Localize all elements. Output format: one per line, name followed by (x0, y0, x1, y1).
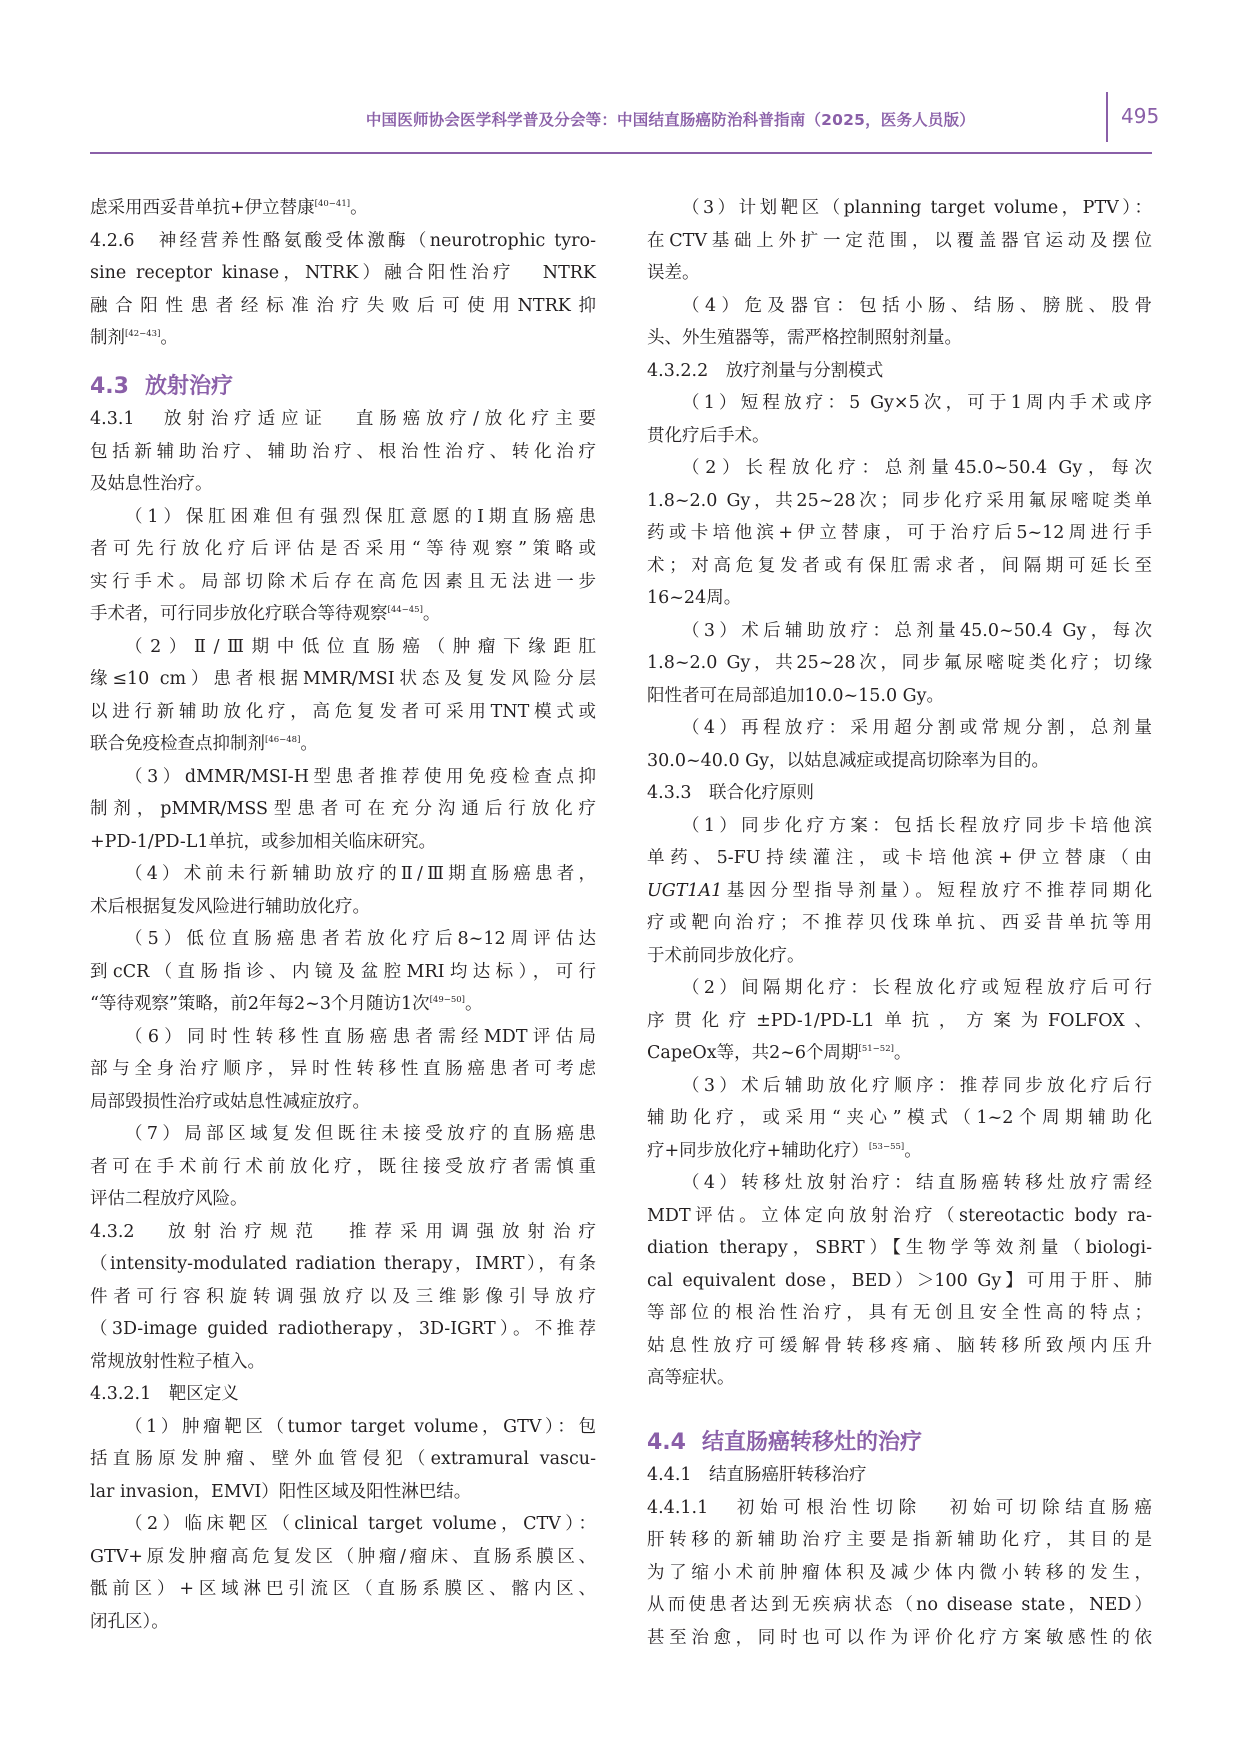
section-number: 4.4 (647, 1429, 686, 1455)
subsection-heading: 4.4.1.1 初始可根治性切除 (647, 1497, 922, 1518)
text-line: 16~24周。 (647, 588, 742, 608)
text-line: 高等症状。 (647, 1368, 735, 1388)
section-heading-4-4 (647, 1427, 1152, 1460)
section-number: 4.2.6 (90, 230, 135, 251)
dose-4 (647, 712, 1152, 777)
text-line (647, 1135, 1152, 1168)
section-4-4-1 (647, 1459, 1152, 1492)
text-line (647, 875, 1152, 908)
citation[interactable]: [42−43] (125, 329, 161, 340)
text-line: （4）转移灶放射治疗：结直肠癌转移灶放疗需经 (682, 1173, 1152, 1193)
text-line: （2）Ⅱ/Ⅲ期中低位直肠癌（肿瘤下缘距肛 (125, 636, 596, 657)
text-line: 辅助化疗，或采用“夹心”模式（1~2个周期辅助化 (647, 1108, 1152, 1128)
text-line: （2）临床靶区（clinical target volume，CTV）： (125, 1514, 596, 1534)
running-title: 中国医师协会医学科学普及分会等：中国结直肠癌防治科普指南（2025，医务人员版） (365, 111, 975, 129)
text-span: CapeOx等，共2~6个周期 (647, 1043, 859, 1063)
text-line: （1）保肛困难但有强烈保肛意愿的Ⅰ期直肠癌患 (125, 506, 596, 527)
text-line: 术后根据复发风险进行辅助放化疗。 (90, 896, 370, 917)
target-2 (90, 1508, 596, 1638)
text-span: 疗+同步放化疗+辅助化疗） (647, 1140, 869, 1161)
text-line (647, 1492, 1152, 1525)
citation[interactable]: [46−48] (265, 735, 301, 746)
subsection-heading: 4.3.2.2 放疗剂量与分割模式 (647, 360, 884, 381)
page-number: 495 (1121, 104, 1160, 128)
text-span: 。 (893, 1043, 912, 1063)
header-rule (90, 152, 1152, 154)
text-line: 等部位的根治性治疗，具有无创且安全性高的特点； (647, 1303, 1152, 1323)
text-span: 联合免疫检查点抑制剂 (90, 734, 265, 754)
gene-name: UGT1A1 (647, 880, 723, 901)
text-line: 从而使患者达到无疾病状态（no disease state，NED） (647, 1595, 1152, 1615)
text-span: 手术者，可行同步放化疗联合等待观察 (90, 604, 388, 624)
citation[interactable]: [44−45] (387, 605, 423, 616)
text-line: +PD-1/PD-L1单抗，或参加相关临床研究。 (90, 831, 437, 852)
right-column (647, 192, 1152, 1654)
citation[interactable]: [51−52] (858, 1044, 894, 1055)
text-line: 甚至治愈，同时也可以作为评价化疗方案敏感性的依 (647, 1627, 1152, 1648)
subsection-heading: 4.3.1 放射治疗适应证 (90, 409, 328, 429)
target-4 (647, 290, 1152, 355)
dose-1 (647, 387, 1152, 452)
text-span: 推荐采用调强放射治疗 (349, 1221, 596, 1242)
text-line: diation therapy，SBRT）【生物学等效剂量（biologi- (647, 1238, 1152, 1258)
text-line: 骶前区）+区域淋巴引流区（直肠系膜区、髂内区、 (90, 1579, 596, 1599)
left-column (90, 192, 596, 1638)
item-2 (90, 631, 596, 761)
section-number: 4.3 (90, 373, 129, 399)
text-line: 30.0~40.0 Gy，以姑息减症或提高切除率为目的。 (647, 750, 1050, 771)
text-line (90, 322, 596, 355)
text-line: 1.8~2.0 Gy，共25~28次，同步氟尿嘧啶类化疗；切缘 (647, 653, 1152, 673)
item-3 (90, 761, 596, 859)
text-line: 局部毁损性治疗或姑息性减症放疗。 (90, 1091, 370, 1112)
citation[interactable]: [53−55] (868, 1141, 905, 1152)
text-line: 包括新辅助治疗、辅助治疗、根治性治疗、转化治疗 (90, 441, 596, 462)
target-1 (90, 1411, 596, 1509)
text-span: 直肠癌放疗/放化疗主要 (355, 409, 596, 429)
text-line: 药或卡培他滨+伊立替康，可于治疗后5~12周进行手 (647, 523, 1152, 543)
text-line: （3）术后辅助放化疗顺序：推荐同步放化疗后行 (682, 1075, 1152, 1096)
item-4 (90, 858, 596, 923)
dose-3 (647, 615, 1152, 713)
text-line (90, 598, 596, 631)
subsection-heading: 4.3.2 放射治疗规范 (90, 1221, 322, 1242)
item-1 (90, 501, 596, 631)
text-line: 头、外生殖器等，需严格控制照射剂量。 (647, 328, 962, 348)
text-line: （intensity-modulated radiation therapy，IMRT），有条 (90, 1254, 596, 1274)
text-line: 及姑息性治疗。 (90, 474, 213, 494)
text-line: 部与全身治疗顺序，异时性转移性直肠癌患者可考虑 (90, 1059, 596, 1079)
text-line: 在CTV基础上外扩一定范围，以覆盖器官运动及摆位 (647, 230, 1152, 251)
text-line: 单药、5-FU持续灌注，或卡培他滨+伊立替康（由 (647, 848, 1152, 868)
text-line: 闭孔区）。 (90, 1611, 169, 1632)
text-line: （2）间隔期化疗：长程放化疗或短程放疗后可行 (682, 978, 1152, 998)
section-4-3-2 (90, 1216, 596, 1379)
text-line: 常规放射性粒子植入。 (90, 1351, 265, 1372)
text-line: 以进行新辅助放化疗，高危复发者可采用TNT模式或 (90, 701, 596, 722)
section-4-4-1-1 (647, 1492, 1152, 1655)
text-line: （3）计划靶区（planning target volume，PTV）： (682, 198, 1152, 218)
text-line: 术；对高危复发者或有保肛需求者，间隔期可延长至 (647, 555, 1152, 576)
text-line: （1）同步化疗方案：包括长程放疗同步卡培他滨 (682, 815, 1152, 836)
text-span: “等待观察”策略，前2年每2~3个月随访1次 (90, 994, 430, 1014)
text-line (90, 1216, 596, 1249)
text-line: （3D-image guided radiotherapy，3D-IGRT）。不推荐 (90, 1319, 596, 1339)
text-line: （1）肿瘤靶区（tumor target volume，GTV）：包 (125, 1416, 596, 1437)
item-5 (90, 923, 596, 1021)
text-line: 到cCR（直肠指诊、内镜及盆腔MRI均达标），可行 (90, 961, 596, 982)
text-line: 融合阳性患者经标准治疗失败后可使用NTRK抑 (90, 295, 596, 316)
text-line: （7）局部区域复发但既往未接受放疗的直肠癌患 (125, 1124, 596, 1144)
section-heading: 神经营养性酪氨酸受体激酶（neurotrophic tyro- (158, 230, 597, 251)
text-span: 。 (422, 604, 441, 624)
item-7 (90, 1118, 596, 1216)
text-line: 肝转移的新辅助治疗主要是指新辅助化疗，其目的是 (647, 1530, 1152, 1550)
text-line: （1）短程放疗：5 Gy×5次，可于1周内手术或序 (682, 393, 1152, 413)
section-title: 结直肠癌转移灶的治疗 (701, 1429, 922, 1455)
citation[interactable]: [40−41] (314, 199, 351, 210)
text-span: NTRK (542, 263, 596, 283)
text-line (90, 225, 596, 258)
paragraph (90, 192, 596, 225)
text-line: 评估二程放疗风险。 (90, 1189, 248, 1209)
text-line: 于术前同步放化疗。 (647, 945, 805, 966)
text-line: 疗或靶向治疗；不推荐贝伐珠单抗、西妥昔单抗等用 (647, 913, 1152, 933)
text-span: 。 (300, 734, 318, 754)
section-4-3-2-2 (647, 355, 1152, 388)
text-line: GTV+原发肿瘤高危复发区（肿瘤/瘤床、直肠系膜区、 (90, 1546, 596, 1567)
text-line: 者可在手术前行术前放化疗，既往接受放疗者需慎重 (90, 1156, 596, 1177)
text-line: 者可先行放化疗后评估是否采用“等待观察”策略或 (90, 539, 596, 559)
chemo-2 (647, 972, 1152, 1070)
text-line: （3）术后辅助放疗：总剂量45.0~50.4 Gy，每次 (682, 620, 1152, 641)
text-line (90, 988, 596, 1021)
target-3 (647, 192, 1152, 290)
text-line: 括直肠原发肿瘤、壁外血管侵犯（extramural vascu- (90, 1449, 596, 1469)
citation[interactable]: [49−50] (429, 995, 465, 1006)
section-4-3-3 (647, 777, 1152, 810)
text-span: 。 (160, 328, 178, 348)
chemo-1 (647, 810, 1152, 973)
text-line: （5）低位直肠癌患者若放化疗后8~12周评估达 (125, 929, 596, 949)
text-line (90, 257, 596, 290)
section-title: 放射治疗 (144, 373, 233, 399)
text-line: （4）再程放疗：采用超分割或常规分割，总剂量 (682, 718, 1152, 738)
text-span: 。 (350, 198, 368, 218)
section-4-3-2-1 (90, 1378, 596, 1411)
text-line: （4）术前未行新辅助放疗的Ⅱ/Ⅲ期直肠癌患者， (125, 864, 596, 884)
text-line: 为了缩小术前肿瘤体积及减少体内微小转移的发生， (647, 1562, 1152, 1583)
text-span: 制剂 (90, 328, 125, 348)
text-line: 缘≤10 cm）患者根据MMR/MSI状态及复发风险分层 (90, 669, 596, 689)
text-line: （3）dMMR/MSI-H型患者推荐使用免疫检查点抑 (125, 766, 596, 787)
text-line: lar invasion，EMVI）阳性区域及阳性淋巴结。 (90, 1481, 472, 1502)
text-line: 误差。 (647, 263, 700, 283)
text-line: （2）长程放化疗：总剂量45.0~50.4 Gy，每次 (682, 458, 1152, 478)
chemo-3 (647, 1070, 1152, 1168)
section-heading: sine receptor kinase，NTRK）融合阳性治疗 (90, 263, 515, 283)
text-line: 制剂，pMMR/MSS型患者可在充分沟通后行放化疗 (90, 799, 596, 819)
text-span: 。 (904, 1140, 922, 1161)
text-line: （4）危及器官：包括小肠、结肠、膀胱、股骨 (682, 295, 1152, 316)
text-line (647, 1037, 1152, 1070)
subsection-heading: 4.3.3 联合化疗原则 (647, 783, 815, 803)
section-4-2-6 (90, 225, 596, 355)
text-line: 件者可行容积旋转调强放疗以及三维影像引导放疗 (90, 1286, 596, 1307)
text-line: 姑息性放疗可缓解骨转移疼痛、脑转移所致颅内压升 (647, 1335, 1152, 1356)
text-span: 虑采用西妥昔单抗+伊立替康 (90, 198, 315, 218)
text-line: 实行手术。局部切除术后存在高危因素且无法进一步 (90, 571, 596, 592)
text-line: 1.8~2.0 Gy，共25~28次；同步化疗采用氟尿嘧啶类单 (647, 490, 1152, 511)
header-divider (1106, 92, 1108, 142)
dose-2 (647, 452, 1152, 615)
running-header (366, 108, 975, 130)
text-line (90, 403, 596, 436)
text-line: 序贯化疗±PD-1/PD-L1单抗，方案为FOLFOX、 (647, 1010, 1152, 1031)
text-line: （6）同时性转移性直肠癌患者需经MDT评估局 (125, 1026, 596, 1047)
text-line: cal equivalent dose，BED）＞100 Gy】可用于肝、肺 (647, 1270, 1152, 1291)
text-span: 初始可切除结直肠癌 (949, 1497, 1153, 1518)
chemo-4 (647, 1167, 1152, 1395)
subsection-heading: 4.4.1 结直肠癌肝转移治疗 (647, 1465, 867, 1485)
text-line: 贯化疗后手术。 (647, 425, 770, 446)
subsection-heading: 4.3.2.1 靶区定义 (90, 1384, 239, 1404)
text-span: 。 (464, 994, 483, 1014)
item-6 (90, 1021, 596, 1119)
text-line: MDT评估。立体定向放射治疗（stereotactic body ra- (647, 1205, 1152, 1226)
text-line (90, 728, 596, 761)
text-line: 阳性者可在局部追加10.0~15.0 Gy。 (647, 685, 945, 706)
text-span: 基因分型指导剂量）。短程放疗不推荐同期化 (722, 880, 1152, 901)
section-4-3-1 (90, 403, 596, 501)
section-heading-4-3 (90, 371, 596, 404)
text-line (90, 192, 596, 225)
